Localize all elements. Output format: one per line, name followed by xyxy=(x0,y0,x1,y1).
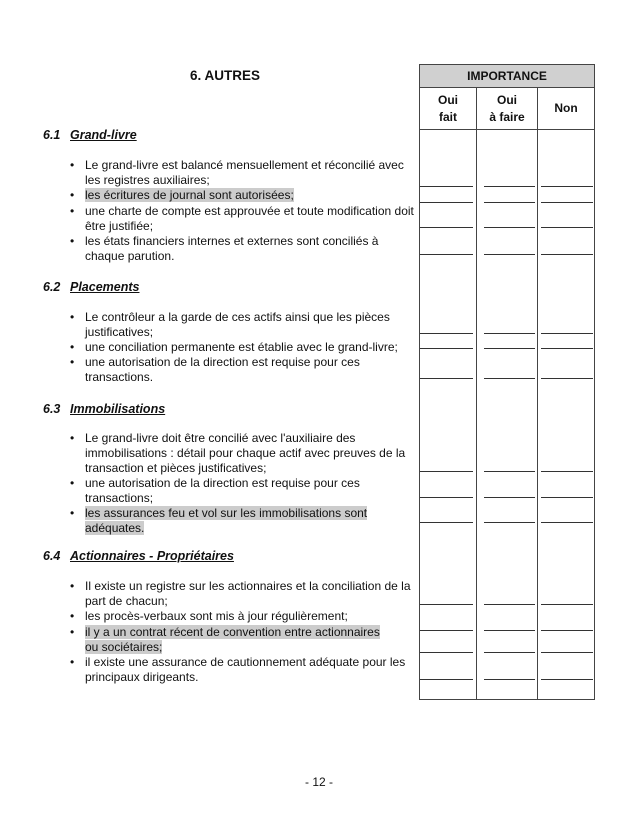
list-item: • il y a un contrat récent de convention entre actionnaires ou sociétaires; xyxy=(70,625,380,654)
answer-blank-line[interactable] xyxy=(541,333,593,334)
answer-blank-line[interactable] xyxy=(541,679,593,680)
answer-blank-line[interactable] xyxy=(541,497,593,498)
answer-blank-line[interactable] xyxy=(541,254,593,255)
answer-blank-line[interactable] xyxy=(484,202,535,203)
list-item: • les assurances feu et vol sur les immobilisations sont adéquates. xyxy=(70,506,368,535)
section-number: 6.3 xyxy=(43,402,61,416)
list-item: • les écritures de journal sont autorisées; xyxy=(70,188,294,202)
col-divider xyxy=(476,88,477,699)
list-item: • une autorisation de la direction est requise pour ces transactions. xyxy=(70,355,360,384)
answer-blank-line[interactable] xyxy=(484,679,535,680)
section-number: 6.4 xyxy=(43,549,61,563)
answer-blank-line[interactable] xyxy=(420,186,473,187)
answer-blank-line[interactable] xyxy=(420,333,473,334)
col-divider xyxy=(537,88,538,699)
header-divider xyxy=(420,129,594,130)
answer-blank-line[interactable] xyxy=(541,652,593,653)
answer-blank-line[interactable] xyxy=(420,497,473,498)
answer-blank-line[interactable] xyxy=(484,630,535,631)
answer-blank-line[interactable] xyxy=(420,630,473,631)
importance-header: IMPORTANCE xyxy=(420,65,594,88)
col-oui-a-faire: Oui à faire xyxy=(489,93,525,124)
list-item: • une conciliation permanente est établie avec le grand-livre; xyxy=(70,340,398,354)
answer-blank-line[interactable] xyxy=(420,471,473,472)
col-non: Non xyxy=(554,101,578,115)
section-title: Grand-livre xyxy=(70,128,137,142)
list-item: • Le grand-livre doit être concilié avec l'auxiliaire des immobilisations : détail pour chaque actif avec preuves de la transaction et pièces justificatives; xyxy=(70,431,406,475)
answer-blank-line[interactable] xyxy=(484,333,535,334)
answer-blank-line[interactable] xyxy=(541,202,593,203)
answer-blank-line[interactable] xyxy=(420,652,473,653)
col-oui-fait: Oui fait xyxy=(438,93,458,124)
answer-blank-line[interactable] xyxy=(420,679,473,680)
list-item: • Le grand-livre est balancé mensuellement et réconcilié avec les registres auxiliaires; xyxy=(70,158,404,187)
section-title: Placements xyxy=(70,280,140,294)
answer-blank-line[interactable] xyxy=(420,378,473,379)
answer-blank-line[interactable] xyxy=(484,471,535,472)
answer-blank-line[interactable] xyxy=(484,604,535,605)
answer-blank-line[interactable] xyxy=(484,227,535,228)
list-item: • une charte de compte est approuvée et toute modification doit être justifiée; xyxy=(70,204,414,233)
answer-blank-line[interactable] xyxy=(420,348,473,349)
answer-blank-line[interactable] xyxy=(484,254,535,255)
section-heading xyxy=(43,402,165,416)
answer-blank-line[interactable] xyxy=(484,652,535,653)
list-item: • les procès-verbaux sont mis à jour régulièrement; xyxy=(70,609,348,623)
answer-blank-line[interactable] xyxy=(484,497,535,498)
answer-blank-line[interactable] xyxy=(541,348,593,349)
answer-blank-line[interactable] xyxy=(420,227,473,228)
answer-blank-line[interactable] xyxy=(541,522,593,523)
list-item: • Le contrôleur a la garde de ces actifs ainsi que les pièces justificatives; xyxy=(70,310,390,339)
list-item: • il existe une assurance de cautionnement adéquate pour les principaux dirigeants. xyxy=(70,655,406,684)
answer-blank-line[interactable] xyxy=(541,378,593,379)
section-heading xyxy=(43,549,234,563)
answer-blank-line[interactable] xyxy=(420,254,473,255)
answer-blank-line[interactable] xyxy=(484,348,535,349)
section-number: 6.1 xyxy=(43,128,61,142)
list-item: • Il existe un registre sur les actionnaires et la conciliation de la part de chacun; xyxy=(70,579,411,608)
answer-blank-line[interactable] xyxy=(541,604,593,605)
section-heading xyxy=(43,280,139,294)
page-number: - 12 - xyxy=(304,775,333,789)
answer-blank-line[interactable] xyxy=(484,522,535,523)
answer-blank-line[interactable] xyxy=(541,630,593,631)
answer-blank-line[interactable] xyxy=(541,227,593,228)
list-item: • les états financiers internes et externes sont conciliés à chaque parution. xyxy=(70,234,379,263)
list-item: • une autorisation de la direction est requise pour ces transactions; xyxy=(70,476,360,505)
answer-blank-line[interactable] xyxy=(484,186,535,187)
page-heading: 6. AUTRES xyxy=(190,68,261,83)
section-title: Immobilisations xyxy=(70,402,166,416)
answer-blank-line[interactable] xyxy=(484,378,535,379)
answer-blank-line[interactable] xyxy=(420,522,473,523)
answer-blank-line[interactable] xyxy=(541,186,593,187)
section-number: 6.2 xyxy=(43,280,61,294)
answer-blank-line[interactable] xyxy=(420,202,473,203)
section-heading xyxy=(43,128,137,142)
answer-blank-line[interactable] xyxy=(541,471,593,472)
answer-blank-line[interactable] xyxy=(420,604,473,605)
section-title: Actionnaires - Propriétaires xyxy=(70,549,234,563)
